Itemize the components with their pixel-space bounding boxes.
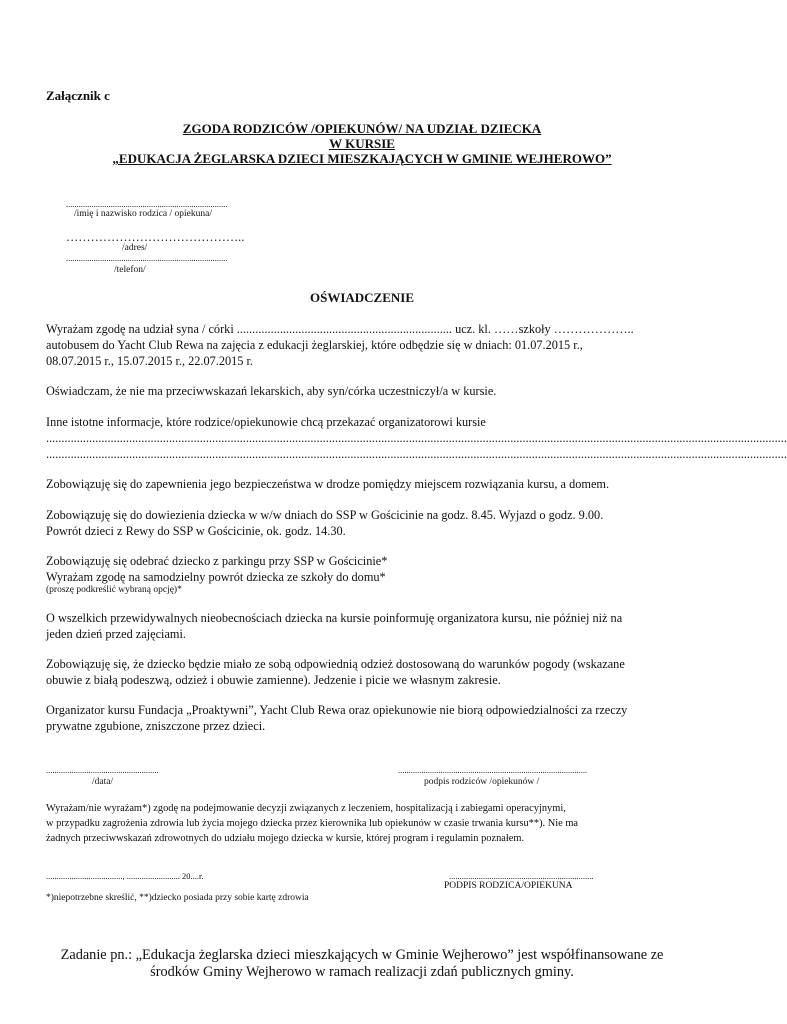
pickup-option-2: Wyrażam zgodę na samodzielny powrót dziecka ze szkoły do domu*	[46, 570, 386, 584]
liability-line-1: Organizator kursu Fundacja „Proaktywni”, Yacht Club Rewa oraz opiekunowie nie biorą odpowiedzialności za rzeczy	[46, 703, 628, 717]
footer-line-1: Zadanie pn.: „Edukacja żeglarska dzieci mieszkających w Gminie Wejherowo” jest współfinansowane ze	[60, 947, 664, 963]
other-info-label: Inne istotne informacje, które rodzice/opiekunowie chcą przekazać organizatorowi kursie	[46, 415, 486, 429]
clothing-line-2: obuwie z białą podeszwą, odzież i obuwie zamienne). Jedzenie i picie we własnym zakresie.	[46, 673, 501, 687]
address-field: ……………………………………..	[66, 230, 245, 244]
parent-name-label: /imię i nazwisko rodzica / opiekuna/	[74, 209, 212, 219]
other-info-line-2: .................................................................................................................................................................................................................................................	[46, 447, 787, 461]
liability-line-2: prywatne zgubione, zniszczone przez dzieci.	[46, 719, 266, 733]
other-info-line-1: .................................................................................................................................................................................................................................................	[46, 431, 787, 445]
parent-signature-label: podpis rodziców /opiekunów /	[424, 777, 540, 787]
phone-field: ............................................................................	[66, 253, 228, 263]
transport-line-2: Powrót dzieci z Rewy do SSP w Gościcinie, ok. godz. 14.30.	[46, 524, 346, 538]
title-line-2: W KURSIE	[329, 136, 395, 151]
medical-line-1: Wyrażam/nie wyrażam*) zgodę na podejmowanie decyzji związanych z leczeniem, hospitalizacją i zabiegami operacyjnymi,	[46, 803, 566, 814]
safety-paragraph: Zobowiązuję się do zapewnienia jego bezpieczeństwa w drodze pomiędzy miejscem rozwiązania kursu, a domem.	[46, 477, 610, 491]
address-label: /adres/	[122, 243, 148, 253]
medical-line-3: żadnych przeciwwskazań zdrowotnych do udziału mojego dziecka w kursie, której program i regulamin poznałem.	[46, 833, 525, 844]
parent-name-field: ............................................................................	[66, 199, 228, 209]
consent-line-1: Wyrażam zgodę na udział syna / córki ...................................................................... ucz. kl. ……szkoły ………………..	[46, 322, 634, 336]
title-line-1: ZGODA RODZICÓW /OPIEKUNÓW/ NA UDZIAŁ DZIECKA	[182, 121, 542, 136]
clothing-line-1: Zobowiązuję się, że dziecko będzie miało ze sobą odpowiednią odzież dostosowaną do warunków pogody (wskazane	[46, 657, 625, 671]
consent-line-3: 08.07.2015 r., 15.07.2015 r., 22.07.2015 r.	[46, 354, 253, 368]
absence-line-2: jeden dzień przed zajęciami.	[46, 627, 186, 641]
absence-line-1: O wszelkich przewidywalnych nieobecnościach dziecka na kursie poinformuję organizatora kursu, nie później niż na	[46, 611, 623, 625]
pickup-note: (proszę podkreślić wybraną opcję)*	[46, 585, 182, 595]
statement-heading: OŚWIADCZENIE	[309, 290, 415, 305]
health-statement: Oświadczam, że nie ma przeciwwskazań lekarskich, aby syn/córka uczestniczył/a w kursie.	[46, 384, 497, 398]
guardian-signature-field: ....................................................................	[449, 871, 594, 881]
transport-line-1: Zobowiązuję się do dowiezienia dziecka w w/w dniach do SSP w Gościcinie na godz. 8.45. Wyjazd o godz. 9.00.	[46, 508, 604, 522]
consent-line-2: autobusem do Yacht Club Rewa na zajęcia z edukacji żeglarskiej, które odbędzie się w dniach: 01.07.2015 r.,	[46, 338, 583, 352]
attachment-label: Załącznik c	[46, 88, 110, 103]
phone-label: /telefon/	[114, 265, 146, 275]
date-field: .....................................................	[46, 765, 159, 775]
place-date-field: ...................................., ......................... 20....r.	[46, 871, 204, 881]
footnote: *)niepotrzebne skreślić, **)dziecko posiada przy sobie kartę zdrowia	[46, 893, 309, 903]
title-line-3: „EDUKACJA ŻEGLARSKA DZIECI MIESZKAJĄCYCH W GMINIE WEJHEROWO”	[112, 151, 612, 166]
pickup-option-1: Zobowiązuję się odebrać dziecko z parkingu przy SSP w Gościcinie*	[46, 554, 388, 568]
date-label: /data/	[92, 777, 114, 787]
guardian-signature-label: PODPIS RODZICA/OPIEKUNA	[444, 881, 573, 891]
parent-signature-field: .........................................................................................	[398, 765, 588, 775]
footer-line-2: środków Gminy Wejherowo w ramach realizacji zdań publicznych gminy.	[150, 964, 574, 980]
medical-line-2: w przypadku zagrożenia zdrowia lub życia mojego dziecka przez kierownika lub opiekunów w czasie trwania kursu**). Nie ma	[46, 818, 579, 829]
